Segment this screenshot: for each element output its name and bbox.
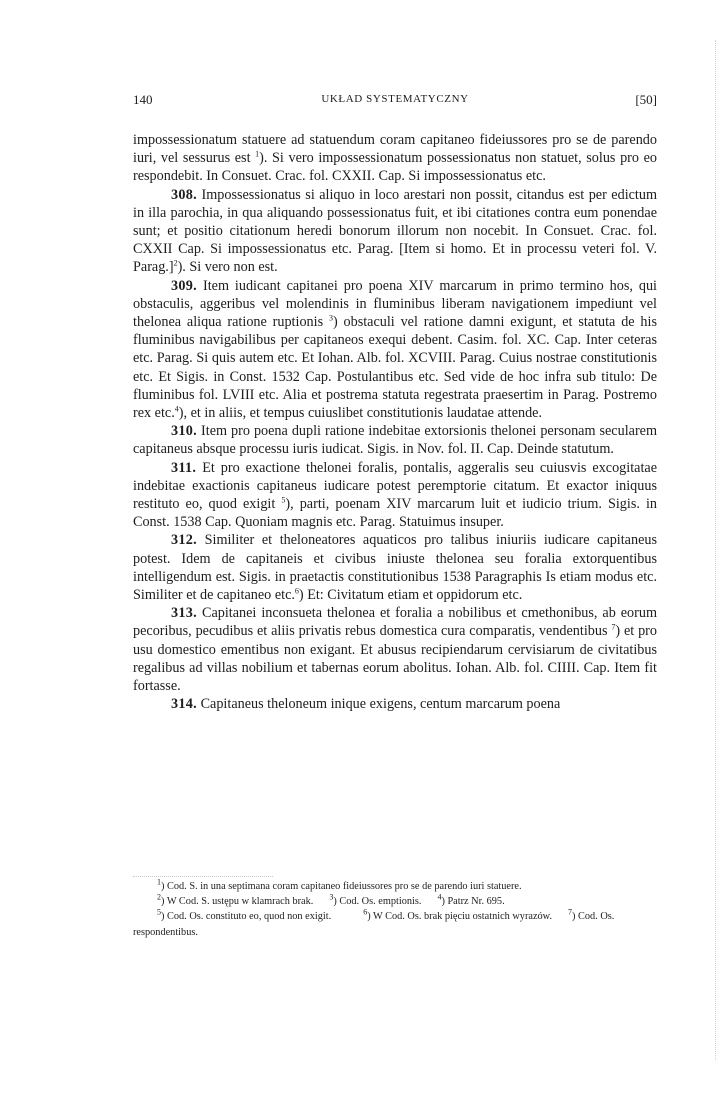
paragraph-number: 311. bbox=[171, 459, 197, 476]
paragraph-311 bbox=[133, 459, 657, 532]
footnote-mark: 4 bbox=[437, 892, 442, 902]
footnote-mark: 5 bbox=[157, 907, 161, 917]
footnote-ref: 2 bbox=[173, 258, 178, 268]
footnote-mark: 1 bbox=[157, 877, 161, 887]
paragraph-number: 310. bbox=[171, 423, 198, 440]
text-run: Impossessionatus si aliquo in loco arestari non possit, citandus est per edictum in illa parochia, in qua aliquando possessionatus fuit, et ibi citationes contra eum ponendae sunt; et positio citationum heredi bonorum illorum non nocebit. In Consuet. Crac. fol. CXXII Cap. Si impossessionatus etc. Parag. [Item si homo. Et in processu veteri fol. V. Parag.] bbox=[133, 186, 657, 276]
footnote-text: ) Cod. Os. emptionis. bbox=[333, 896, 422, 908]
paragraph-number: 309. bbox=[171, 277, 198, 294]
footnote-ref: 3 bbox=[328, 313, 333, 323]
paragraph-308 bbox=[133, 186, 657, 277]
footnote-ref: 7 bbox=[611, 622, 616, 632]
footnote-text: ) Cod. Os. respondentibus. bbox=[133, 911, 615, 938]
footnote-mark: 7 bbox=[568, 907, 573, 917]
paragraph-number: 313. bbox=[171, 605, 198, 622]
footnote-text: ) Cod. S. in una septimana coram capitaneo fideiussores pro se de parendo iuri statuere. bbox=[161, 881, 522, 892]
text-run: ) et pro usu domestico ementibus non exigant. Et abusus recipiendarum cervisiarum de civitatibus regalibus ad villas nobilium et tabernas eorum abolitus. Iohan. Alb. fol. CIIII. Cap. Item fit fortasse. bbox=[133, 623, 657, 695]
footnote-1 bbox=[133, 879, 657, 894]
main-text bbox=[133, 131, 657, 714]
footnote-text: ) Patrz Nr. 695. bbox=[441, 896, 505, 908]
text-run: Et pro exactione thelonei foralis, pontalis, aggeralis seu cuiusvis excogitatae indebitae exactionis capitaneus iudicare potest peremptorie citatum. Et exactor iniquus restituto eo, quod exigit bbox=[133, 459, 657, 513]
footnote-line-5-6 bbox=[133, 909, 657, 939]
text-run: ). Si vero non est. bbox=[177, 259, 278, 276]
footnote-mark: 3 bbox=[329, 892, 334, 902]
footnote-mark: 2 bbox=[157, 892, 161, 902]
page-edge bbox=[715, 40, 716, 1060]
text-run: Item iudicant capitanei pro poena XIV marcarum in primo termino hos, qui obstaculis, aggeribus vel molendinis in fluminibus liberam navigationem impediunt vel thelonea aliqua ratione ruptionis bbox=[133, 277, 658, 331]
section-marker: [50] bbox=[635, 92, 657, 107]
footnote-mark: 6 bbox=[363, 907, 368, 917]
paragraph-intro bbox=[133, 131, 657, 186]
footnote-ref: 6 bbox=[294, 586, 299, 596]
paragraph-314 bbox=[133, 695, 657, 713]
footnote-ref: 1 bbox=[255, 149, 260, 159]
footnote-text: ) Cod. Os. constituto eo, quod non exigit. bbox=[161, 911, 332, 923]
text-run: ), et in aliis, et tempus cuiuslibet constitutionis laudatae attende. bbox=[178, 405, 543, 422]
running-header bbox=[133, 92, 657, 112]
paragraph-310 bbox=[133, 422, 657, 458]
footnote-rule bbox=[133, 876, 273, 877]
paragraph-312 bbox=[133, 531, 657, 604]
text-run: Capitaneus theloneum inique exigens, centum marcarum poena bbox=[200, 696, 561, 713]
footnote-text: ) W Cod. Os. brak pięciu ostatnich wyrazów. bbox=[367, 911, 553, 923]
text-run: Capitanei inconsueta thelonea et foralia a nobilibus et cmethonibus, ab eorum pecoribus, pecudibus et aliis privatis rebus domestica cura comparatis, vendentibus bbox=[133, 605, 658, 640]
paragraph-number: 308. bbox=[171, 186, 198, 203]
text-run: impossessionatum statuere ad statuendum coram capitaneo fideiussores pro se de parendo iuri, vel sessurus est bbox=[133, 132, 657, 167]
footnote-text: ) W Cod. S. ustępu w klamrach brak. bbox=[161, 896, 314, 908]
text-run: Item pro poena dupli ratione indebitae extorsionis thelonei personam secularem capitaneus absque processu iuris iudicat. Sigis. in Nov. fol. II. Cap. Deinde statutum. bbox=[133, 423, 657, 458]
footnote-line-2-3-4 bbox=[133, 894, 657, 909]
paragraph-309 bbox=[133, 277, 657, 423]
running-title: UKŁAD SYSTEMATYCZNY bbox=[321, 93, 469, 105]
text-run: ), parti, poenam XIV marcarum luit et iudicio trium. Sigis. in Const. 1538 Cap. Quoniam magnis etc. Parag. Statuimus insuper. bbox=[133, 496, 657, 531]
footnotes bbox=[133, 876, 657, 940]
text-run: ) Et: Civitatum etiam et oppidorum etc. bbox=[298, 587, 523, 604]
text-run: Similiter et theloneatores aquaticos pro talibus iniuriis iudicare capitaneus potest. Idem de capitaneis et civibus iniuste thelonea seu foralia extorquentibus intelligendum est. Sigis. in praetactis constitutionibus 1538 Paragraphis Is etiam modus etc. Similiter et de capitaneo etc. bbox=[133, 532, 657, 604]
text-run: ). Si vero impossessionatum possessionatus non statuet, solus pro eo respondebit. In Consuet. Crac. fol. CXXII. Cap. Si impossessionatus etc. bbox=[133, 150, 658, 185]
paragraph-number: 312. bbox=[171, 532, 198, 549]
footnote-ref: 4 bbox=[174, 404, 179, 414]
paragraph-number: 314. bbox=[171, 696, 198, 713]
paragraph-313 bbox=[133, 604, 657, 695]
footnote-ref: 5 bbox=[281, 495, 286, 505]
page-number: 140 bbox=[133, 92, 153, 107]
text-run: ) obstaculi vel ratione damni exigunt, et statuta de his fluminibus navigabilibus per capitaneos exequi debent. Casim. fol. XC. Cap. Inter ceteras etc. Parag. Si quis autem etc. Et Iohan. Alb. fol. XCVIII. Parag. Cuius nostrae constitutionis etc. Et Sigis. in Const. 1532 Cap. Postulantibus etc. Sed vide de hoc infra sub titulo: De fluminibus fol. LVIII etc. Alia et postrema statuta regestrata praesertim in Parag. Postremo rex etc. bbox=[133, 314, 657, 422]
